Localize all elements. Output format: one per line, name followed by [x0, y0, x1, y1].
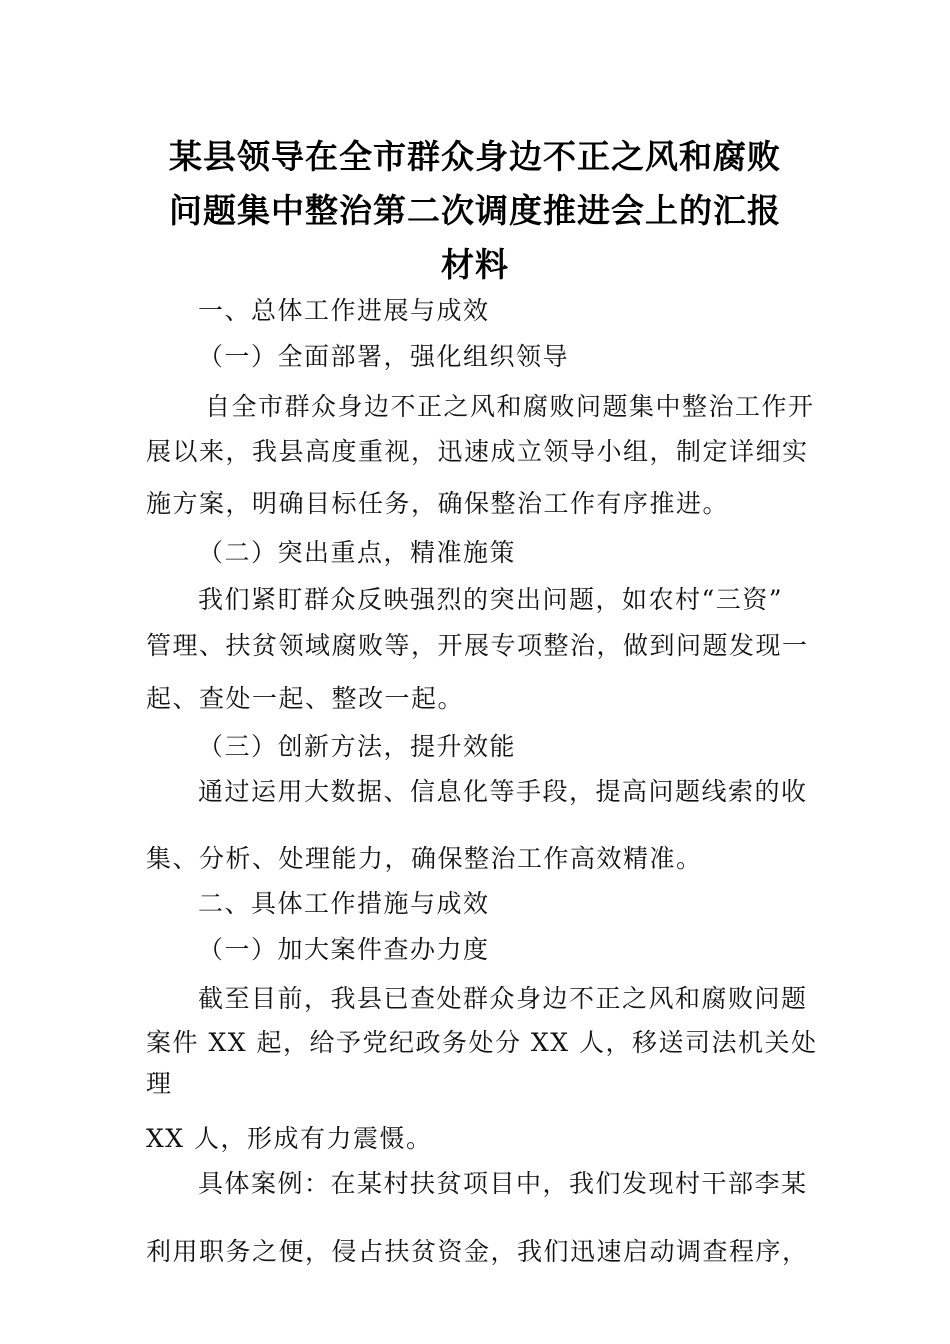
subsection-heading-2-1: （一）加大案件查办力度 — [198, 935, 490, 964]
title-line-2: 问题集中整治第二次调度推进会上的汇报 — [169, 191, 781, 230]
subsection-heading-1-1: （一）全面部署，强化组织领导 — [198, 342, 570, 371]
section-heading-1: 一、总体工作进展与成效 — [198, 296, 490, 325]
paragraph-line: 通过运用大数据、信息化等手段，提高问题线索的收 — [198, 777, 808, 806]
paragraph-line: 利用职务之便，侵占扶贫资金，我们迅速启动调查程序， — [146, 1237, 809, 1266]
document-title — [130, 130, 820, 292]
paragraph-line: 我们紧盯群众反映强烈的突出问题，如农村“三资” — [198, 585, 784, 614]
paragraph-line: XX 人，形成有力震慑。 — [146, 1124, 433, 1153]
paragraph-line: 集、分析、处理能力，确保整治工作高效精准。 — [146, 844, 703, 873]
subsection-heading-1-3: （三）创新方法，提升效能 — [198, 732, 517, 761]
paragraph-line: 展以来，我县高度重视，迅速成立领导小组，制定详细实 — [146, 437, 809, 466]
paragraph-line: 理 — [146, 1069, 173, 1098]
paragraph-line: 案件 XX 起，给予党纪政务处分 XX 人，移送司法机关处 — [146, 1028, 818, 1057]
title-line-1: 某县领导在全市群众身边不正之风和腐败 — [169, 137, 781, 176]
paragraph-line: 自全市群众身边不正之风和腐败问题集中整治工作开 — [205, 392, 815, 421]
paragraph-line: 具体案例：在某村扶贫项目中，我们发现村干部李某 — [198, 1169, 808, 1198]
paragraph-line: 施方案，明确目标任务，确保整治工作有序推进。 — [146, 489, 730, 518]
paragraph-line: 起、查处一起、整改一起。 — [146, 684, 465, 713]
subsection-heading-1-2: （二）突出重点，精准施策 — [198, 538, 517, 567]
section-heading-2: 二、具体工作措施与成效 — [198, 889, 490, 918]
paragraph-line: 截至目前，我县已查处群众身边不正之风和腐败问题 — [198, 984, 808, 1013]
paragraph-line: 管理、扶贫领域腐败等，开展专项整治，做到问题发现一 — [146, 631, 809, 660]
title-line-3: 材料 — [441, 245, 509, 284]
